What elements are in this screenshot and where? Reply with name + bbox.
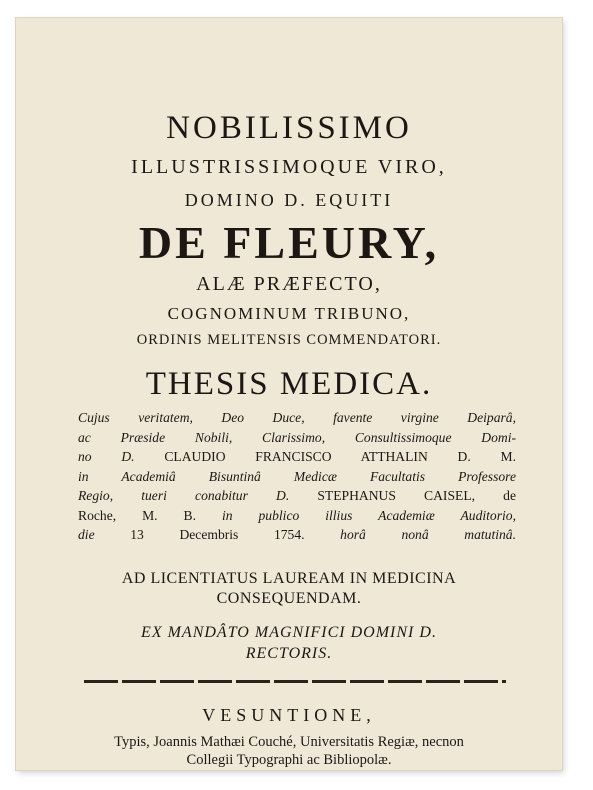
dedication-line-illustrissimoque: ILLUSTRISSIMOQUE VIRO,	[131, 156, 447, 178]
thesis-heading: THESIS MEDICA.	[145, 366, 433, 402]
mandate-line: RECTORIS.	[245, 645, 333, 662]
document-page	[16, 18, 562, 770]
dedication-line-praefecto: ALÆ PRÆFECTO,	[196, 273, 382, 295]
body-line: ac Præside Nobili, Clarissimo, Consultissimoque Domi-	[78, 429, 516, 445]
thesis-date: 13 Decembris 1754.	[130, 527, 305, 542]
body-line: Regio, tueri conabitur D. STEPHANUS CAISEL, de	[78, 488, 516, 503]
body-line: Cujus veritatem, Deo Duce, favente virgine Deiparâ,	[78, 410, 516, 425]
imprint-city: VESUNTIONE,	[202, 705, 376, 725]
body-line: die 13 Decembris 1754. horâ nonâ matutinâ.	[78, 527, 517, 542]
thesis-body	[78, 408, 516, 545]
dedication-line-domino: DOMINO D. EQUITI	[184, 190, 394, 210]
body-line: Roche, M. B. in publico illius Academiæ Auditorio,	[78, 507, 516, 523]
body-line: no D. CLAUDIO FRANCISCO ATTHALIN D. M.	[78, 449, 516, 464]
praeses-name: CLAUDIO FRANCISCO ATTHALIN D. M.	[164, 449, 516, 464]
imprint-line: Typis, Joannis Mathæi Couché, Universitatis Regiæ, necnon	[114, 734, 464, 750]
dedicatee-name: DE FLEURY,	[138, 217, 440, 268]
purpose-line: AD LICENTIATUS LAUREAM IN MEDICINA	[121, 570, 457, 587]
purpose-line: CONSEQUENDAM.	[216, 590, 362, 607]
imprint-line: Collegii Typographi ac Bibliopolæ.	[186, 752, 392, 768]
dedication-line-nobilissimo: NOBILISSIMO	[166, 110, 412, 146]
mandate-line: EX MANDÂTO MAGNIFICI DOMINI D.	[141, 624, 437, 641]
body-line: in Academiâ Bisuntinâ Medicæ Facultatis Professore	[78, 468, 516, 484]
candidate-name: STEPHANUS CAISEL	[317, 488, 472, 503]
ornamental-rule	[84, 680, 506, 683]
dedication-line-commendatori: ORDINIS MELITENSIS COMMENDATORI.	[136, 332, 442, 348]
dedication-line-tribuno: COGNOMINUM TRIBUNO,	[167, 304, 411, 323]
